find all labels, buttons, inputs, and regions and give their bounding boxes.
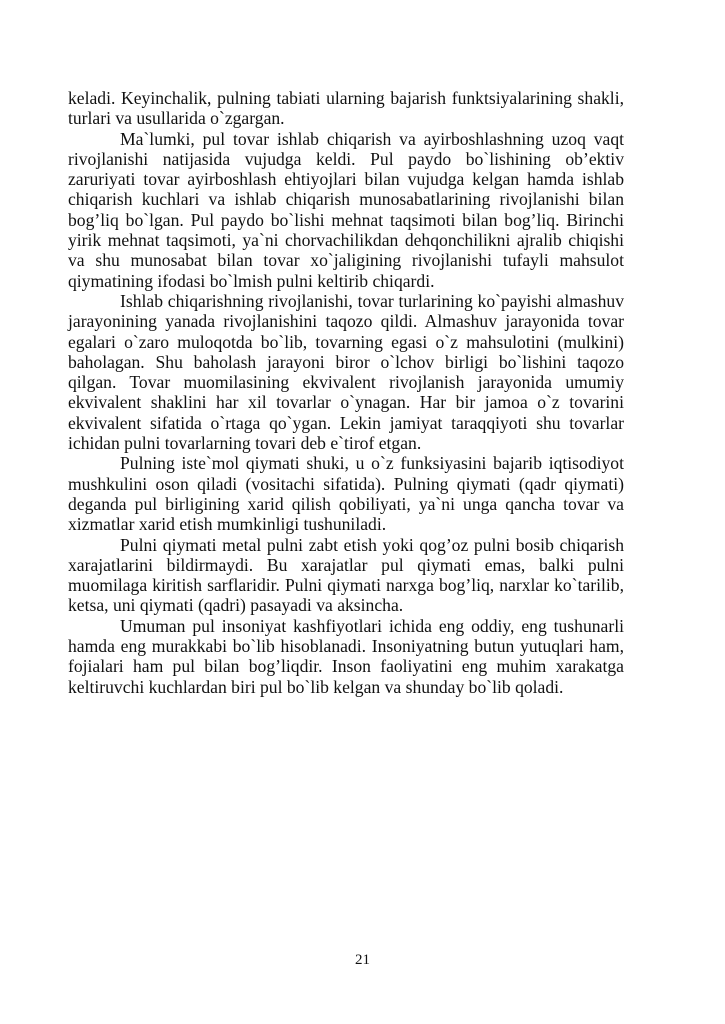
paragraph-origin-of-money: Ma`lumki, pul tovar ishlab chiqarish va ayirboshlashning uzoq vaqt rivojlanishi natijasida vujudga keldi. Pul paydo bo`lishining ob’ektiv zaruriyati tovar ayirboshlash ehtiyojlari bilan vujudga kelgan hamda ishlab chiqarish kuchlari va ishlab chiqarish munosabatlarining rivojlanishi bilan bog’liq bo`lgan. Pul paydo bo`lishi mehnat taqsimoti bilan bog’liq. Birinchi yirik mehnat taqsimoti, ya`ni chorvachilikdan dehqonchilikni ajralib chiqishi va shu munosabat bilan tovar xo`jaligining rivojlanishi tufayli mahsulot qiymatining ifodasi bo`lmish pulni keltirib chiqardi.	[68, 128, 624, 291]
body-text	[68, 88, 624, 697]
paragraph-use-value: Pulning iste`mol qiymati shuki, u o`z funksiyasini bajarib iqtisodiyot mushkulini oson qiladi (vositachi sifatida). Pulning qiymati (qadr qiymati) deganda pul birligining xarid qilish qobiliyati, ya`ni unga qancha tovar va xizmatlar xarid etish mumkinligi tushuniladi.	[68, 453, 624, 535]
paragraph-exchange-process: Ishlab chiqarishning rivojlanishi, tovar turlarining ko`payishi almashuv jarayonining yanada rivojlanishini taqozo qildi. Almashuv jarayonida tovar egalari o`zaro muloqotda bo`lib, tovarning egasi o`z mahsulotini (mulkini) baholagan. Shu baholash jarayoni biror o`lchov birligi bo`lishini taqozo qilgan. Tovar muomilasining ekvivalent rivojlanish jarayonida umumiy ekvivalent shaklini har xil tovarlar o`ynagan. Har bir jamoa o`z tovarini ekvivalent sifatida o`rtaga qo`ygan. Lekin jamiyat taraqqiyoti shu tovarlar ichidan pulni tovarlarning tovari deb e`tirof etgan.	[68, 290, 624, 454]
paragraph-money-value: Pulni qiymati metal pulni zabt etish yoki qog’oz pulni bosib chiqarish xarajatlarini bildirmaydi. Bu xarajatlar pul qiymati emas, balki pulni muomilaga kiritish sarflaridir. Pulni qiymati narxga bog’liq, narxlar ko`tarilib, ketsa, uni qiymati (qadri) pasayadi va aksincha.	[68, 534, 624, 616]
paragraph-continuation: keladi. Keyinchalik, pulning tabiati ularning bajarish funktsiyalarining shakli, turlari va usullarida o`zgargan.	[68, 88, 624, 129]
paragraph-conclusion: Umuman pul insoniyat kashfiyotlari ichida eng oddiy, eng tushunarli hamda eng murakkabi bo`lib hisoblanadi. Insoniyatning butun yutuqlari ham, fojialari ham pul bilan bog’liqdir. Inson faoliyatini eng muhim xarakatga keltiruvchi kuchlardan biri pul bo`lib kelgan va shunday bo`lib qoladi.	[68, 615, 624, 697]
page-number: 21	[355, 952, 370, 968]
